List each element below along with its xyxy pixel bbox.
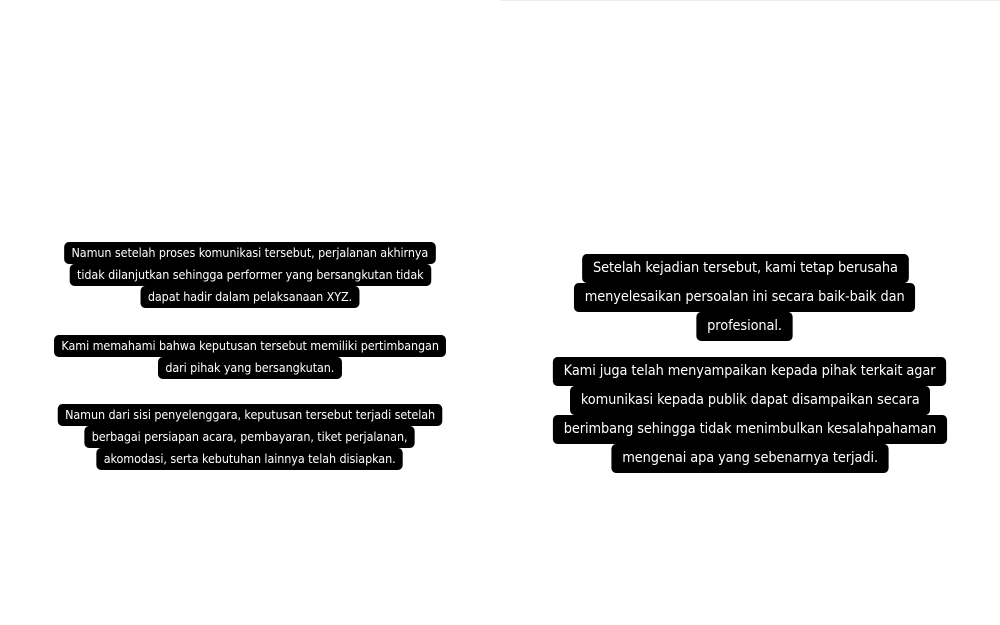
caption-line: Kami memahami bahwa keputusan tersebut memiliki pertimbangan: [54, 335, 446, 357]
caption-block-left-1: [22, 242, 478, 308]
caption-line: profesional.: [697, 312, 793, 341]
top-divider: [500, 0, 1000, 1]
caption-line: dari pihak yang bersangkutan.: [158, 357, 342, 379]
caption-block-left-2: [15, 335, 485, 379]
caption-line: Kami juga telah menyampaikan kepada pihak terkait agar: [553, 357, 946, 386]
caption-line: berbagai persiapan acara, pembayaran, tiket perjalanan,: [85, 426, 415, 448]
caption-line: Namun dari sisi penyelenggara, keputusan tersebut terjadi setelah: [58, 404, 443, 426]
caption-line: menyelesaikan persoalan ini secara baik-baik dan: [574, 283, 915, 312]
caption-line: tidak dilanjutkan sehingga performer yang bersangkutan tidak: [69, 264, 430, 286]
caption-line: Namun setelah proses komunikasi tersebut, perjalanan akhirnya: [64, 242, 435, 264]
caption-line: dapat hadir dalam pelaksanaan XYZ.: [141, 286, 360, 308]
caption-line: mengenai apa yang sebenarnya terjadi.: [611, 444, 888, 473]
caption-block-left-3: [15, 404, 485, 470]
caption-line: Setelah kejadian tersebut, kami tetap berusaha: [582, 254, 909, 283]
caption-line: akomodasi, serta kebutuhan lainnya telah disiapkan.: [97, 448, 404, 470]
caption-line: berimbang sehingga tidak menimbulkan kesalahpahaman: [553, 415, 947, 444]
caption-block-right-2: [520, 357, 980, 473]
caption-block-right-1: [525, 254, 965, 341]
caption-line: komunikasi kepada publik dapat disampaikan secara: [570, 386, 930, 415]
